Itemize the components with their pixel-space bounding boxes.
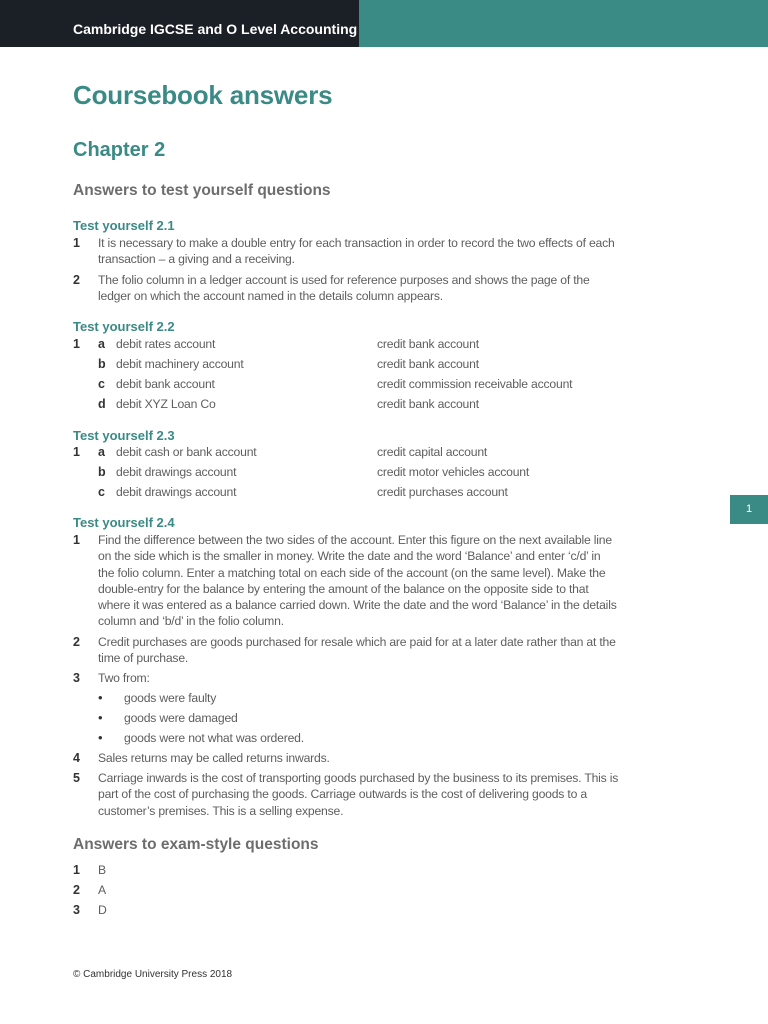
item-text: The folio column in a ledger account is used for reference purposes and shows the page of the ledger on which the account named in the details column appears.	[98, 273, 590, 304]
page-title: Coursebook answers	[73, 80, 333, 110]
section-heading-exam-style: Answers to exam-style questions	[73, 836, 319, 853]
item-text: Carriage inwards is the cost of transporting goods purchased by the business to its premises. This is part of the cost of purchasing the goods. Carriage outwards is the cost of delivering goods to a customer’s premises. This is a selling expense.	[98, 771, 619, 818]
credit-entry: credit capital account	[377, 445, 488, 459]
exam-answer: B	[98, 863, 106, 877]
item-letter: a	[98, 337, 105, 351]
exam-number: 3	[73, 903, 80, 917]
item-letter: c	[98, 485, 105, 499]
credit-entry: credit purchases account	[377, 485, 508, 499]
credit-entry: credit bank account	[377, 337, 479, 351]
exam-answer: A	[98, 883, 106, 897]
item-text: Find the difference between the two sides of the account. Enter this figure on the next available line on the side which is the smaller in money. Write the date and the word ‘Balance’ and enter ‘c/d’ in the folio column. Enter a matching total on each side of the account (on the same level). Make the double-entry for the balance by entering the amount of the balance on the opposite side to that where it was entered as a balance carried down. Write the date and the word ‘Balance’ in the details column and ‘b/d’ in the folio column.	[98, 533, 617, 629]
item-number: 4	[73, 751, 80, 765]
subheading-ty23: Test yourself 2.3	[73, 428, 175, 443]
copyright-footer: © Cambridge University Press 2018	[73, 969, 233, 980]
debit-entry: debit XYZ Loan Co	[116, 397, 216, 411]
section-heading-test-yourself: Answers to test yourself questions	[73, 182, 331, 199]
debit-entry: debit rates account	[116, 337, 216, 351]
book-title: Cambridge IGCSE and O Level Accounting	[73, 21, 358, 37]
credit-entry: credit bank account	[377, 357, 479, 371]
item-number: 1	[73, 445, 80, 459]
item-number: 2	[73, 273, 80, 287]
credit-entry: credit motor vehicles account	[377, 465, 530, 479]
bullet-text: goods were faulty	[124, 691, 217, 705]
bullet-icon: •	[98, 710, 103, 725]
item-letter: d	[98, 397, 106, 411]
exam-answer: D	[98, 903, 107, 917]
header-teal-band	[359, 0, 768, 47]
subheading-ty22: Test yourself 2.2	[73, 319, 175, 334]
item-text: Two from:	[98, 671, 150, 685]
item-letter: a	[98, 445, 105, 459]
item-number: 1	[73, 533, 80, 547]
item-text: It is necessary to make a double entry for each transaction in order to record the two effects of each transaction – a giving and a receiving.	[98, 236, 615, 267]
bullet-icon: •	[98, 690, 103, 705]
debit-entry: debit drawings account	[116, 485, 237, 499]
bullet-icon: •	[98, 730, 103, 745]
exam-number: 2	[73, 883, 80, 897]
item-number: 1	[73, 236, 80, 250]
bullet-text: goods were damaged	[124, 711, 238, 725]
subheading-ty21: Test yourself 2.1	[73, 218, 175, 233]
item-number: 1	[73, 337, 80, 351]
item-number: 2	[73, 635, 80, 649]
item-text: Sales returns may be called returns inwards.	[98, 751, 330, 765]
chapter-heading: Chapter 2	[73, 139, 166, 161]
item-letter: b	[98, 357, 106, 371]
item-letter: b	[98, 465, 106, 479]
item-number: 5	[73, 771, 80, 785]
page-number-tab: 1	[730, 495, 768, 524]
debit-entry: debit drawings account	[116, 465, 237, 479]
debit-entry: debit machinery account	[116, 357, 244, 371]
subheading-ty24: Test yourself 2.4	[73, 515, 175, 530]
debit-entry: debit bank account	[116, 377, 215, 391]
item-number: 3	[73, 671, 80, 685]
exam-number: 1	[73, 863, 80, 877]
credit-entry: credit commission receivable account	[377, 377, 573, 391]
item-text: Credit purchases are goods purchased for resale which are paid for at a later date rather than at the time of purchase.	[98, 635, 616, 666]
bullet-text: goods were not what was ordered.	[124, 731, 304, 745]
item-letter: c	[98, 377, 105, 391]
debit-entry: debit cash or bank account	[116, 445, 257, 459]
credit-entry: credit bank account	[377, 397, 479, 411]
